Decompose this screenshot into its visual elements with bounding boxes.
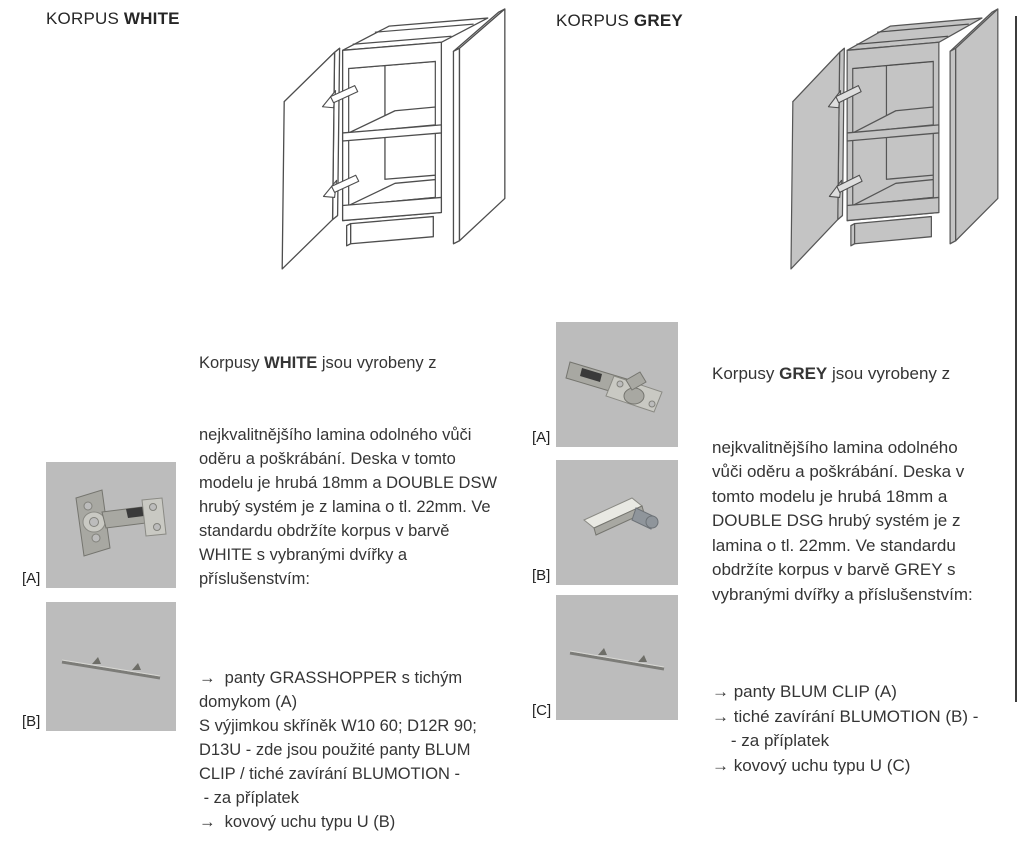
white-cabinet-drawing — [266, 6, 518, 276]
grey-paragraph-first-line: Korpusy GREY jsou vyrobeny z — [712, 364, 951, 383]
korpus-white-title-bold: WHITE — [123, 9, 180, 28]
cabinet-end-panel — [453, 9, 504, 244]
grey-cabinet-drawing — [776, 6, 1010, 276]
u-handle-photo — [46, 602, 176, 731]
cabinet-open-door — [282, 48, 339, 269]
grey-photo-a — [556, 322, 678, 447]
white-photo-a — [46, 462, 176, 588]
blumotion-damper-photo — [556, 460, 678, 585]
grey-photo-c-label: [C] — [532, 702, 552, 719]
grey-base-cabinet-line-drawing — [776, 6, 1010, 276]
korpus-grey-title-bold: GREY — [633, 11, 683, 30]
korpus-white-title — [46, 9, 180, 29]
grey-photo-b — [556, 460, 678, 585]
white-photo-a-label: [A] — [22, 570, 41, 587]
white-description — [199, 303, 521, 858]
grey-photo-b-label: [B] — [532, 567, 551, 584]
cabinet-end-panel — [950, 9, 998, 244]
grey-description — [712, 313, 1012, 803]
grey-photo-a-label: [A] — [532, 429, 551, 446]
grey-paragraph: nejkvalitnějšího lamina odolného vůči oděru a poškrábání. Deska v tomto modelu je hrubá 18mm a DOUBLE DSG hrubý systém je z lamina o tl. 22mm. Ve standardu obdržíte korpus v barvě GREY s vybranými dvířky a příslušenstvím: — [712, 437, 973, 604]
korpus-grey-title-prefix: KORPUS — [556, 11, 634, 30]
white-paragraph: nejkvalitnějšího lamina odolného vůči oděru a poškrábání. Deska v tomto modelu je hrubá 18mm a DOUBLE DSW hrubý systém je z lamina o tl. 22mm. Ve standardu obdržíte korpus v barvě WHITE s vybranými dvířky a příslušenstvím: — [199, 426, 498, 588]
page-right-border — [1015, 16, 1017, 702]
white-base-cabinet-line-drawing — [266, 6, 518, 276]
grey-bullet-list: → panty BLUM CLIP (A) → tiché zavírání BLUMOTION (B) - - za příplatek → kovový uchu typu U (C) — [712, 682, 979, 775]
cabinet-open-door — [791, 48, 844, 269]
u-handle-photo — [556, 595, 678, 720]
korpus-white-title-prefix: KORPUS — [46, 9, 124, 28]
grasshopper-hinge-photo — [46, 462, 176, 588]
blum-clip-hinge-photo — [556, 322, 678, 447]
white-photo-b — [46, 602, 176, 731]
grey-photo-c — [556, 595, 678, 720]
korpus-grey-title — [556, 11, 683, 31]
white-paragraph-first-line: Korpusy WHITE jsou vyrobeny z — [199, 354, 437, 372]
white-photo-b-label: [B] — [22, 713, 41, 730]
white-bullet-list: → panty GRASSHOPPER s tichým domykom (A) S výjimkou skříněk W10 60; D12R 90; D13U - zde jsou použité panty BLUM CLIP / tiché zavírání BLUMOTION - - za příplatek → kovový uchu typu U (B) — [199, 669, 477, 831]
